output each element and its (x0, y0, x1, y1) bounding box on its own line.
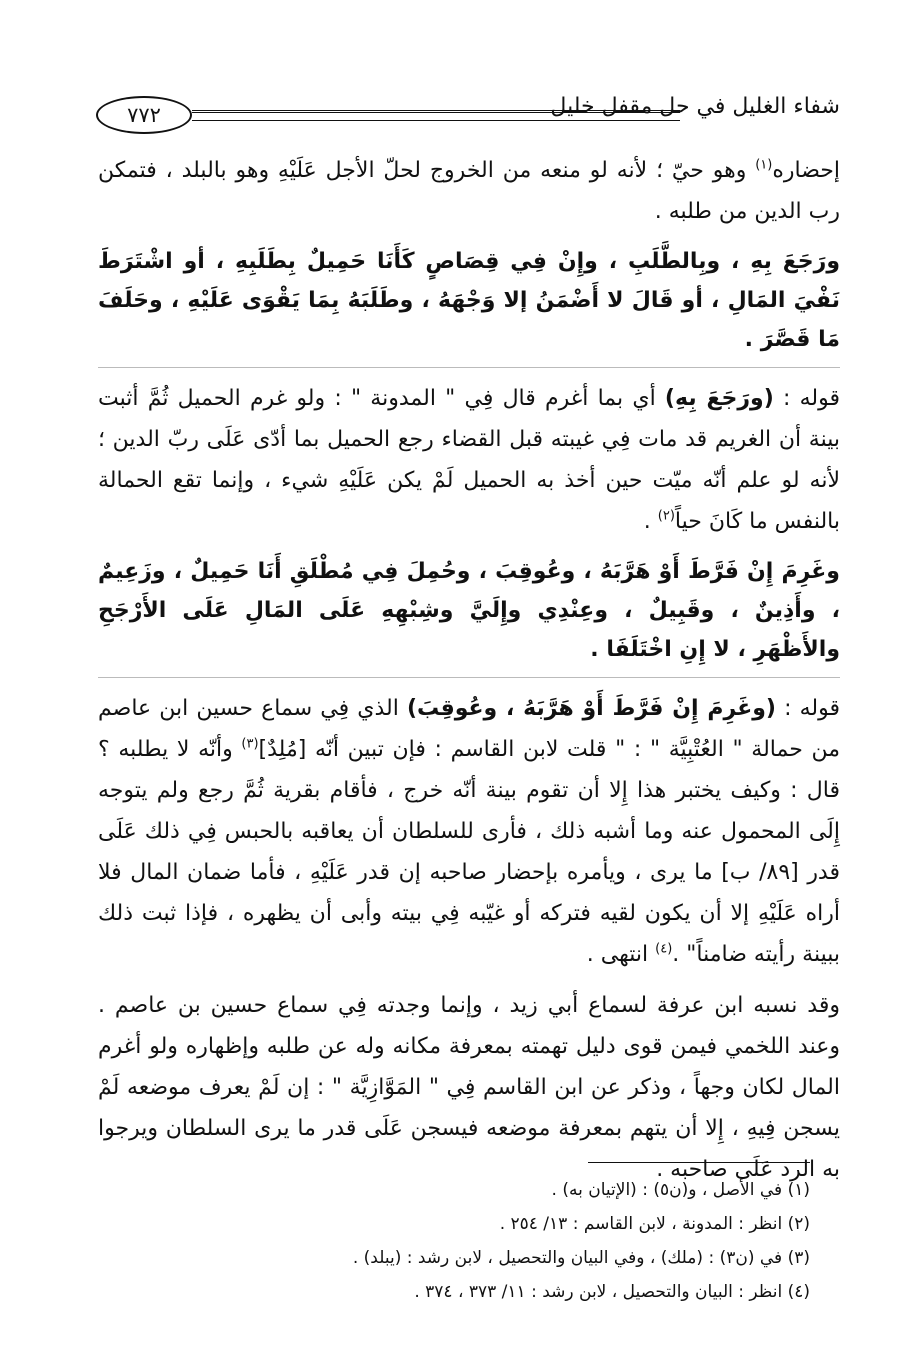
paragraph-2 (98, 378, 840, 542)
text: إحضاره (772, 158, 840, 183)
footnote-ref-3: (٣) (241, 736, 259, 752)
text: قوله : (773, 386, 840, 411)
footnote-ref-1: (١) (755, 157, 773, 173)
paragraph-4: وقد نسبه ابن عرفة لسماع أبي زيد ، وإنما وجدته فِي سماع حسين بن عاصم . وعند اللخمي فيمن قوى دليل تهمته بمعرفة مكانه وله عن طلبه وإظهاره ولو أغرم المال لكان وجهاً ، وذكر عن ابن القاسم فِي " المَوَّازِيَّة " : إن لَمْ يعرف موضعه لَمْ يسجن فِيهِ ، إِلا أن يتهم بمعرفة موضعه فيسجن عَلَى قدر ما يرى السلطان ويرجوا به الرد عَلَى صاحبه . (98, 993, 840, 1182)
footnote-4: (٤) انظر : البيان والتحصيل ، لابن رشد : ١١/ ٣٧٣ ، ٣٧٤ . (414, 1282, 810, 1302)
matn-block-2: وغَرِمَ إِنْ فَرَّطَ أَوْ هَرَّبَهُ ، وعُوقِبَ ، وحُمِلَ فِي مُطْلَقِ أَنَا حَمِيلٌ ، وزَعِيمٌ ، وأَذِينٌ ، وقَبِيلٌ ، وعِنْدِي وإِلَيَّ وشِبْهِهِ عَلَى المَالِ عَلَى الأَرْجَحِ والأَظْهَرِ ، لا إِنِ اخْتَلَفَا . (98, 552, 840, 678)
footnote-3: (٣) في (ن٣) : (ملك) ، وفي البيان والتحصيل ، لابن رشد : (يبلد) . (352, 1248, 810, 1268)
paragraph-3 (98, 688, 840, 975)
page-body (98, 150, 840, 1200)
paragraph-1 (98, 150, 840, 232)
text: وهو حيّ ؛ لأنه لو منعه من الخروج لحلّ الأجل عَلَيْهِ وهو بالبلد ، فتمكن رب الدين من طلبه . (98, 158, 840, 224)
text: قوله : (775, 696, 841, 721)
text: انتهى . (586, 942, 656, 967)
text: وأنّه لا يطلبه ؟ قال : وكيف يختبر هذا إِلا أن تقوم بينة أنّه خرج ، فأقام بقرية ثُمَّ رجع ولم يتوجه إِلَى المحمول عنه وما أشبه ذلك ، فأرى للسلطان أن يعاقبه بالحبس فِي ذلك عَلَى قدر [٨٩/ ب] ما يرى ، ويأمره بإحضار صاحبه إن قدر عَلَيْهِ ، فأما ضمان المال فلا أراه عَلَيْهِ إلا أن يكون لقيه فتركه أو غيّبه فِي بيته وأبى أن يظهره ، فإذا ثبت ذلك ببينة رأيته ضامناً" . (98, 737, 841, 967)
text: . (643, 509, 658, 534)
footnote-separator (588, 1162, 810, 1163)
page-number: ٧٧٢ (96, 96, 192, 134)
text: أي بما أغرم قال فِي " المدونة " : ولو غرم الحميل ثُمَّ أثبت بينة أن الغريم قد مات فِي غيبته قبل القضاء رجع الحميل بما أدّى عَلَى ربّ الدين ؛ لأنه لو علم أنّه ميّت حين أخذ به الحميل لَمْ يكن عَلَيْهِ شيء ، وإنما تقع الحمالة بالنفس ما كَانَ حياً (98, 386, 840, 534)
footnotes (68, 1173, 810, 1309)
quoted-matn: (ورَجَعَ بِهِ) (664, 386, 774, 411)
footnote-ref-2: (٢) (657, 508, 675, 524)
footnote-ref-4: (٤) (655, 941, 673, 957)
header-rule-thin (192, 120, 680, 125)
footnote-1: (١) في الأصل ، و(ن٥) : (الإتيان به) . (551, 1180, 810, 1200)
quoted-matn: (وغَرِمَ إِنْ فَرَّطَ أَوْ هَرَّبَهُ ، وعُوقِبَ) (406, 696, 776, 721)
running-title: شفاء الغليل في حل مقفل خليل (550, 94, 840, 119)
page-header (96, 92, 840, 146)
text: الذي فِي سماع حسين ابن عاصم من حمالة " العُتْبِيَّة " : " قلت لابن القاسم : فإن تبين أنّه [مُلِدٌ] (98, 696, 840, 762)
matn-block-1: ورَجَعَ بِهِ ، وبِالطَّلَبِ ، وإِنْ فِي قِصَاصٍ كَأَنَا حَمِيلٌ بِطَلَبِهِ ، أو اشْتَرَطَ نَفْيَ المَالِ ، أو قَالَ لا أَضْمَنُ إلا وَجْهَهُ ، وطَلَبَهُ بِمَا يَقْوَى عَلَيْهِ ، وحَلَفَ مَا قَصَّرَ . (98, 242, 840, 368)
footnote-2: (٢) انظر : المدونة ، لابن القاسم : ١٣/ ٢٥٤ . (499, 1214, 810, 1234)
